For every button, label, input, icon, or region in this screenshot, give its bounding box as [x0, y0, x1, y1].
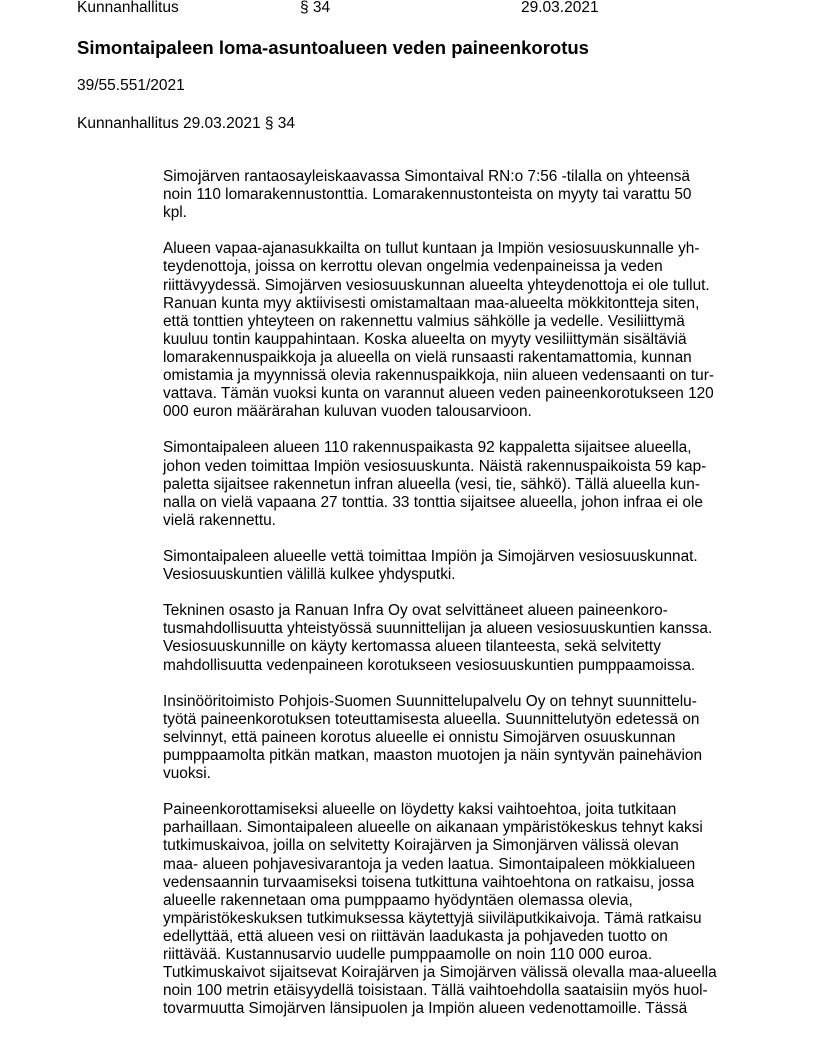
body-paragraph — [163, 602, 763, 674]
body-paragraph — [163, 693, 763, 783]
paragraph-line: maa- alueen pohjavesivarantoja ja veden laatua. Simontaipaleen mökkialueen — [163, 855, 696, 873]
paragraph-line: pumppaamolta pitkän matkan, maaston muotojen ja näin syntyvän painehävion — [163, 747, 703, 764]
paragraph-line: paletta sijaitsee rakennetun infran alueella (vesi, tie, sähkö). Tällä alueella kun- — [163, 475, 700, 493]
header-date: 29.03.2021 — [521, 0, 599, 16]
paragraph-line: johon veden toimittaa Impiön vesiosuuskunta. Näistä rakennuspaikoista 59 kap- — [163, 457, 707, 475]
paragraph-line: Paineenkorottamiseksi alueelle on löydetty kaksi vaihtoehtoa, joita tutkitaan — [163, 801, 677, 819]
document-number: 39/55.551/2021 — [77, 77, 185, 94]
header-paragraph-number: § 34 — [300, 0, 331, 16]
paragraph-line: lomarakennuspaikkoja ja alueella on vielä runsaasti rakentamattomia, kunnan — [163, 348, 692, 366]
paragraph-line: riittävyydessä. Simojärven vesiosuuskunnan alueelta yhteydenottoja ei ole tullut. — [163, 276, 710, 294]
paragraph-line: parhaillaan. Simontaipaleen alueelle on aikanaan ympäristökeskus tehnyt kaksi — [163, 819, 703, 837]
paragraph-line: riittävää. Kustannusarvio uudelle pumppaamolle on noin 110 000 euroa. — [163, 946, 653, 964]
paragraph-line: 000 euron määrärahan kuluvan vuoden talousarvioon. — [163, 403, 532, 421]
session-reference: Kunnanhallitus 29.03.2021 § 34 — [77, 115, 296, 132]
paragraph-line: vattava. Tämän vuoksi kunta on varannut alueen veden paineenkorotukseen 120 — [163, 385, 714, 403]
document-body — [163, 168, 763, 1037]
body-paragraph — [163, 548, 763, 584]
paragraph-line: noin 100 metrin etäisyydellä toisistaan. Tällä vaihtoehdolla saataisiin myös huol- — [163, 982, 708, 1000]
paragraph-line: Insinööritoimisto Pohjois-Suomen Suunnittelupalvelu Oy on tehnyt suunnittelu- — [163, 692, 697, 710]
paragraph-line: tusmahdollisuutta yhteistyössä suunnittelijan ja alueen vesiosuuskuntien kanssa. — [163, 620, 713, 638]
paragraph-line: vielä rakennettu. — [163, 511, 276, 529]
paragraph-line: Simojärven rantaosayleiskaavassa Simontaival RN:o 7:56 -tilalla on yhteensä — [163, 168, 690, 185]
paragraph-line: että tonttien yhteyteen on rakennettu valmius sähkölle ja vedelle. Vesiliittymä — [163, 312, 685, 330]
document-title: Simontaipaleen loma-asuntoalueen veden paineenkorotus — [77, 37, 589, 58]
paragraph-line: edellyttää, että alueen vesi on riittävän laadukasta ja pohjaveden tuotto on — [163, 927, 668, 945]
header-body-name: Kunnanhallitus — [77, 0, 179, 16]
paragraph-line: Simontaipaleen alueelle vettä toimittaa Impiön ja Simojärven vesiosuuskunnat. — [163, 547, 698, 565]
paragraph-line: vuoksi. — [163, 765, 211, 783]
paragraph-line: Vesiosuuskunnille on käyty kertomassa alueen tilanteesta, sekä selvitetty — [163, 638, 661, 656]
body-paragraph — [163, 168, 763, 222]
paragraph-line: tutkimuskaivoa, joilla on selvitetty Koirajärven ja Simonjärven välissä olevan — [163, 837, 679, 855]
paragraph-line: teydenottoja, joissa on kerrottu olevan ongelmia vedenpaineissa ja veden — [163, 258, 663, 276]
paragraph-line: nalla on vielä vapaana 27 tonttia. 33 tonttia sijaitsee alueella, johon infraa ei ole — [163, 493, 703, 511]
paragraph-line: alueelle rakennetaan oma pumppaamo hyödyntäen olemassa olevia, — [163, 891, 633, 909]
paragraph-line: tovarmuutta Simojärven länsipuolen ja Impiön alueen vedenottamoille. Tässä — [163, 1000, 688, 1018]
paragraph-line: Ranuan kunta myy aktiivisesti omistamaltaan maa-alueelta mökkitontteja siten, — [163, 294, 700, 312]
paragraph-line: työtä paineenkorotuksen toteuttamisesta alueella. Suunnittelutyön edetessä on — [163, 710, 700, 728]
paragraph-line: Tekninen osasto ja Ranuan Infra Oy ovat selvittäneet alueen paineenkoro- — [163, 602, 668, 620]
body-paragraph — [163, 240, 763, 421]
paragraph-line: selvinnyt, että paineen korotus alueelle ei onnistu Simojärven osuuskunnan — [163, 728, 676, 746]
paragraph-line: Vesiosuuskuntien välillä kulkee yhdysputki. — [163, 566, 456, 584]
paragraph-line: Alueen vapaa-ajanasukkailta on tullut kuntaan ja Impiön vesiosuuskunnalle yh- — [163, 240, 700, 258]
paragraph-line: mahdollisuutta vedenpaineen korotukseen vesiosuuskuntien pumppaamoissa. — [163, 656, 696, 674]
paragraph-line: kpl. — [163, 204, 187, 222]
paragraph-line: kuuluu tontin kauppahintaan. Koska alueelta on myyty vesiliittymän sisältäviä — [163, 330, 687, 348]
paragraph-line: noin 110 lomarakennustonttia. Lomarakennustonteista on myyty tai varattu 50 — [163, 186, 692, 204]
paragraph-line: Tutkimuskaivot sijaitsevat Koirajärven ja Simojärven välissä olevalla maa-alueella — [163, 964, 717, 982]
body-paragraph — [163, 439, 763, 529]
paragraph-line: omistamia ja myynnissä olevia rakennuspaikkoja, niin alueen vedensaanti on tur- — [163, 367, 714, 385]
paragraph-line: Simontaipaleen alueen 110 rakennuspaikasta 92 kappaletta sijaitsee alueella, — [163, 439, 692, 457]
paragraph-line: vedensaannin turvaamiseksi toisena tutkittuna vaihtoehtona on ratkaisu, jossa — [163, 873, 695, 891]
paragraph-line: ympäristökeskuksen tutkimuksessa käytettyjä siiviläputkikaivoja. Tämä ratkaisu — [163, 909, 702, 927]
body-paragraph — [163, 801, 763, 1018]
